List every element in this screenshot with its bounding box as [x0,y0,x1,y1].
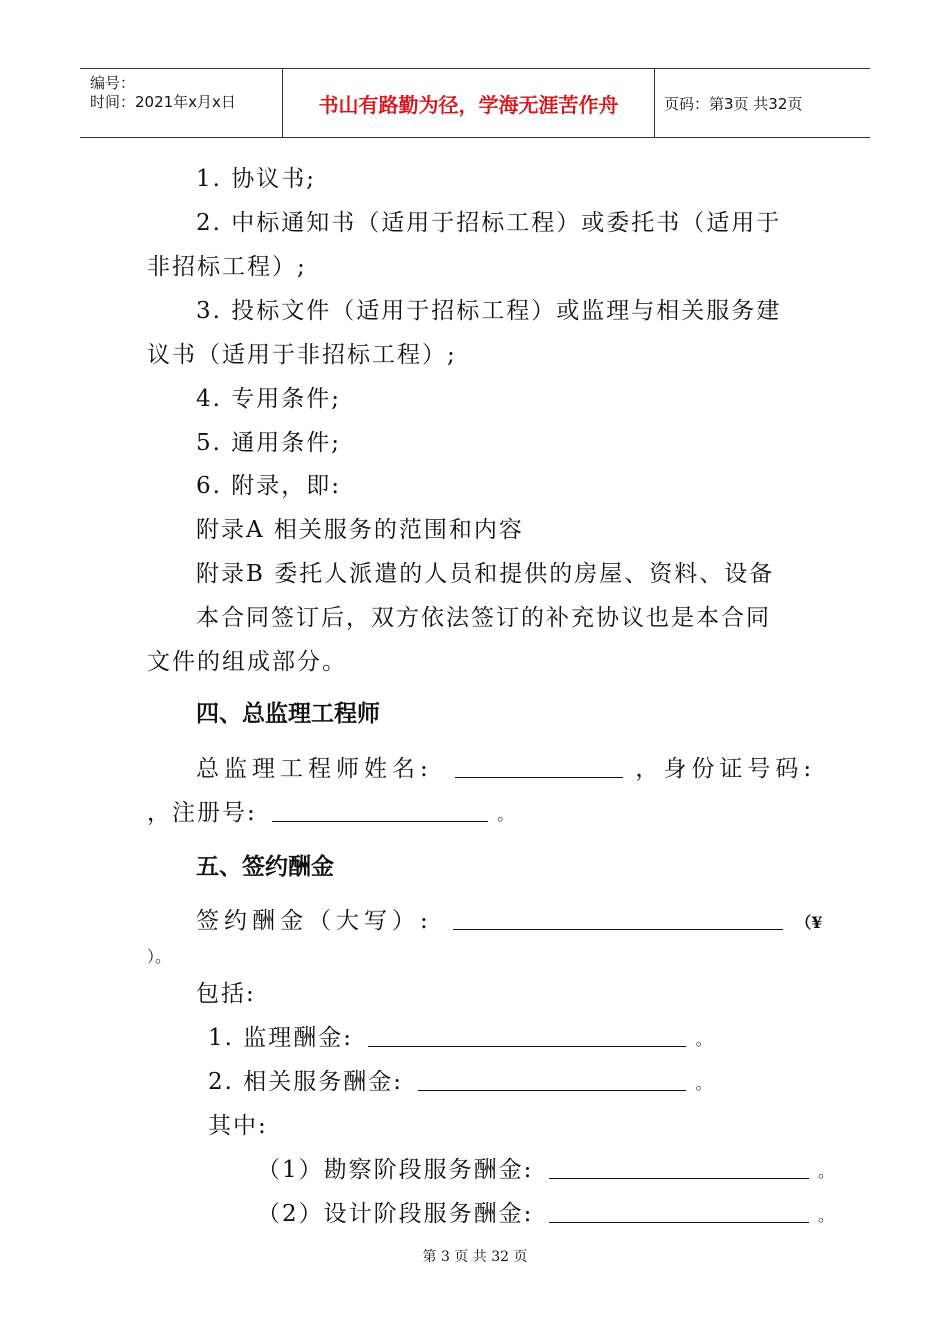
survey-fee-period: 。 [818,1162,835,1181]
time-label: 时间：2021年x月x日 [90,93,236,111]
service-fee-label: 2. 相关服务酬金: [208,1069,404,1095]
doc-item-3-cont: 议书（适用于非招标工程）; [147,342,457,368]
design-fee-period: 。 [818,1206,835,1225]
header-page-info: 页码：第3页 共32页 [664,94,803,113]
chief-name-label: 总监理工程师姓名: [196,756,433,782]
appendix-a: 附录A 相关服务的范围和内容 [196,517,524,543]
yen-close: ）。 [147,947,172,966]
service-fee-row [208,1063,712,1096]
page-header [80,68,870,138]
page-footer: 第 3 页 共 32 页 [422,1249,528,1265]
supervision-fee-row [208,1019,712,1052]
supplement-text: 本合同签订后，双方依法签订的补充协议也是本合同 [196,605,771,631]
design-fee-label: （2）设计阶段服务酬金: [257,1201,534,1227]
header-motto: 书山有路勤为径，学海无涯苦作舟 [283,69,655,137]
supervision-fee-field[interactable] [368,1024,686,1047]
among-label: 其中: [208,1113,268,1139]
doc-item-4: 4. 专用条件; [196,386,342,412]
survey-fee-field[interactable] [549,1156,809,1179]
supervision-fee-label: 1. 监理酬金: [208,1025,354,1051]
supplement-text-cont: 文件的组成部分。 [147,649,347,675]
id-number-label: ，身份证号码: [635,756,817,782]
chief-name-field[interactable] [455,755,623,778]
doc-item-5: 5. 通用条件; [196,430,342,456]
doc-item-3: 3. 投标文件（适用于招标工程）或监理与相关服务建 [196,298,782,324]
registration-field[interactable] [272,799,488,822]
design-fee-row [257,1195,834,1228]
doc-item-2: 2. 中标通知书（适用于招标工程）或委托书（适用于 [196,210,782,236]
service-fee-period: 。 [695,1074,712,1093]
contract-fee-row [196,902,823,935]
includes-label: 包括: [196,981,256,1007]
design-fee-field[interactable] [549,1200,809,1223]
registration-label: ，注册号: [147,800,257,826]
survey-fee-label: （1）勘察阶段服务酬金: [257,1157,534,1183]
serial-label: 编号： [90,74,136,92]
header-meta [80,69,283,137]
doc-item-2-cont: 非招标工程）; [147,254,307,280]
survey-fee-row [257,1151,834,1184]
registration-period: 。 [497,805,514,824]
appendix-b: 附录B 委托人派遣的人员和提供的房屋、资料、设备 [196,561,775,587]
contract-fee-field[interactable] [453,907,783,930]
doc-item-1: 1. 协议书; [196,166,317,192]
chief-engineer-row [196,750,816,783]
section5-title: 五、签约酬金 [196,854,334,880]
yen-open: （¥ [795,913,823,932]
doc-item-6: 6. 附录，即: [196,473,342,499]
supervision-fee-period: 。 [695,1030,712,1049]
registration-row [147,794,513,827]
section4-title: 四、总监理工程师 [196,701,380,727]
contract-fee-label: 签约酬金（大写）: [196,908,433,934]
service-fee-field[interactable] [418,1068,686,1091]
